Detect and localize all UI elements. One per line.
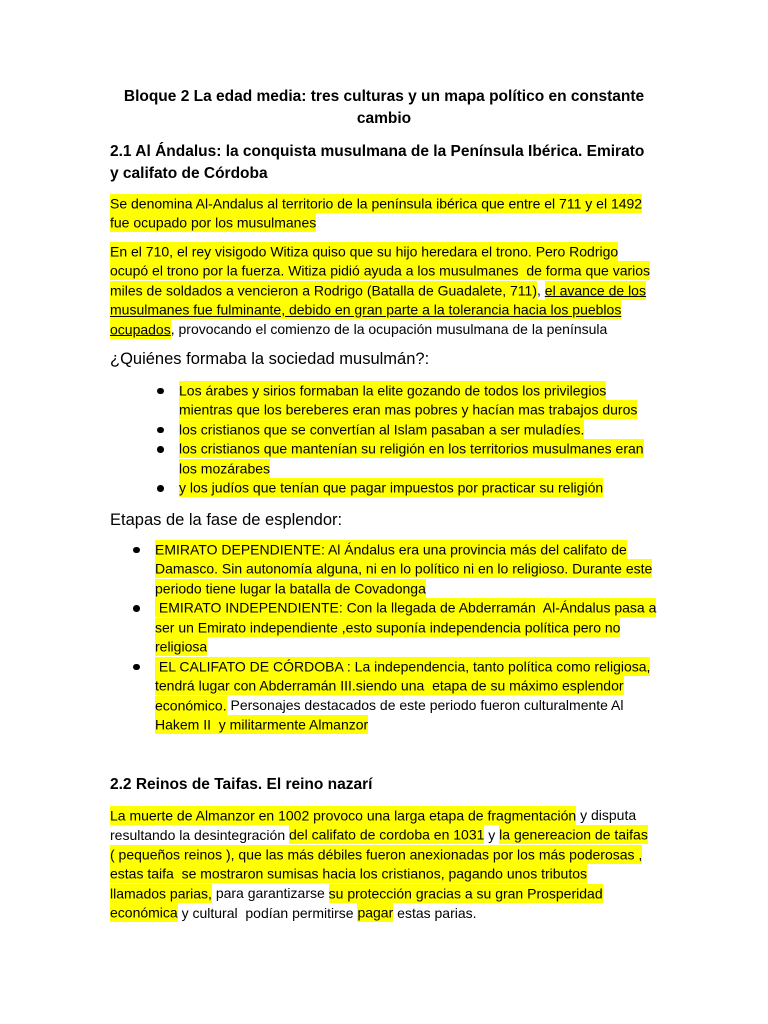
title-line: Bloque 2 La edad media: tres culturas y un mapa político en constante <box>123 88 645 105</box>
paragraph-line <box>110 214 642 234</box>
plain-text: , <box>537 282 545 298</box>
highlighted-text: Se denomina Al-Andalus al territorio de la península ibérica que entre el 711 y el 1492 <box>110 195 643 211</box>
paragraph-line <box>110 281 650 301</box>
paragraph-line <box>110 865 648 885</box>
highlighted-text: los cristianos que mantenían su religión en los territorios musulmanes eran <box>179 440 644 457</box>
paragraph-conquest <box>110 242 650 340</box>
paragraph-line <box>110 194 642 214</box>
paragraph-line <box>110 884 648 904</box>
highlighted-text: ocupó el trono por la fuerza. Witiza pidió ayuda a los musulmanes de forma que varios <box>110 262 651 279</box>
plain-text: y cultural podían permitirse <box>177 904 358 921</box>
bullet-icon <box>157 427 164 434</box>
bullet-icon <box>133 547 140 554</box>
list-line <box>155 716 656 736</box>
list-item <box>155 599 656 658</box>
list-item <box>155 657 656 735</box>
paragraph-line <box>110 242 650 262</box>
paragraph-line <box>110 262 650 282</box>
highlighted-text: y los judíos que tenían que pagar impuestos por practicar su religión <box>179 479 604 496</box>
heading-line: y califato de Córdoba <box>110 165 268 182</box>
list-line <box>179 459 644 479</box>
plain-text: , provocando el comienzo de la ocupación musulmana de la península <box>170 321 608 337</box>
highlighted-text: ( pequeños reinos ), que las más débiles fueron anexionadas por los más poderosas , <box>110 846 643 862</box>
highlighted-text: ser un Emirato independiente ,esto suponía independencia política pero no <box>155 619 621 635</box>
highlighted-text: periodo tiene lugar la batalla de Covadonga <box>155 580 426 596</box>
highlighted-text: económica <box>110 904 178 921</box>
list-line <box>155 638 656 658</box>
stages-subheading: Etapas de la fase de esplendor: <box>110 511 343 529</box>
highlighted-text: la genereacion de taifas <box>499 826 648 843</box>
list-line <box>179 401 644 421</box>
list-item <box>179 479 644 499</box>
highlighted-text: pagar <box>357 904 394 921</box>
heading-line: 2.1 Al Ándalus: la conquista musulmana de la Península Ibérica. Emirato <box>110 143 645 160</box>
list-item <box>179 440 644 479</box>
plain-text: resultando la desintegración <box>110 826 290 843</box>
plain-text: estas parias. <box>393 904 477 921</box>
highlighted-underlined-text: musulmanes fue fulminante, debido en gran parte a la tolerancia hacia los pueblos <box>110 301 622 318</box>
highlighted-text: En el 710, el rey visigodo Witiza quiso que su hijo heredara el trono. Pero Rodrigo <box>110 243 619 259</box>
section-heading-2-1 <box>110 141 644 185</box>
highlighted-text: estas taifa se mostraron sumisas hacia los cristianos, pagando unos tributos <box>110 865 588 882</box>
society-list <box>179 381 644 498</box>
paragraph-line <box>110 806 648 826</box>
section-heading-2-2: 2.2 Reinos de Taifas. El reino nazarí <box>110 776 373 793</box>
paragraph-line <box>110 320 650 340</box>
plain-text: Personajes destacados de este periodo fueron culturalmente Al <box>226 697 624 713</box>
list-line <box>155 540 656 560</box>
bullet-icon <box>133 664 140 671</box>
paragraph-line <box>110 904 648 924</box>
plain-text: y <box>484 826 500 843</box>
highlighted-text: llamados parias, <box>110 885 212 901</box>
highlighted-text: del califato de cordoba en 1031 <box>289 826 485 843</box>
highlighted-text: Damasco. Sin autonomía alguna, ni en lo político ni en lo religioso. Durante este <box>155 560 653 577</box>
paragraph-line <box>110 826 648 846</box>
list-item <box>155 540 656 599</box>
highlighted-text: La muerte de Almanzor en 1002 provoco una larga etapa de fragmentación <box>110 807 577 823</box>
document-title <box>0 86 768 130</box>
highlighted-underlined-text: ocupados <box>110 321 171 337</box>
highlighted-text: Los árabes y sirios formaban la elite gozando de todos los privilegios <box>179 382 607 398</box>
paragraph-al-andalus-definition <box>110 194 642 233</box>
list-line <box>179 420 644 440</box>
highlighted-text: tendrá lugar con Abderramán III.siendo una etapa de su máximo esplendor <box>155 677 624 694</box>
list-line <box>179 479 644 499</box>
highlighted-text: económico. <box>155 697 227 713</box>
highlighted-text: los cristianos que se convertían al Islam pasaban a ser muladíes. <box>179 421 585 437</box>
paragraph-taifas <box>110 806 648 923</box>
list-line <box>179 440 644 460</box>
list-item <box>179 420 644 440</box>
highlighted-text: los mozárabes <box>179 460 271 476</box>
highlighted-text: miles de soldados a vencieron a Rodrigo (Batalla de Guadalete, 711) <box>110 282 537 298</box>
highlighted-text: su protección gracias a su gran Prosperidad <box>328 885 603 901</box>
highlighted-text: Hakem II y militarmente Almanzor <box>155 716 369 733</box>
list-line <box>155 579 656 599</box>
list-line <box>155 677 656 697</box>
list-line <box>155 618 656 638</box>
paragraph-line <box>110 301 650 321</box>
highlighted-text: EMIRATO INDEPENDIENTE: Con la llegada de Abderramán Al-Ándalus pasa a <box>155 599 657 616</box>
bullet-icon <box>157 388 164 395</box>
highlighted-text: mientras que los bereberes eran mas pobres y hacían mas trabajos duros <box>179 401 638 418</box>
list-line <box>155 696 656 716</box>
plain-text: y disputa <box>576 807 637 823</box>
list-line <box>179 381 644 401</box>
title-line: cambio <box>356 110 412 127</box>
bullet-icon <box>157 485 164 492</box>
bullet-icon <box>133 605 140 612</box>
stages-list <box>155 540 656 735</box>
highlighted-text: fue ocupado por los musulmanes <box>110 214 317 231</box>
list-line <box>155 657 656 677</box>
list-line <box>155 599 656 619</box>
list-item <box>179 381 644 420</box>
bullet-icon <box>157 446 164 453</box>
paragraph-line <box>110 845 648 865</box>
highlighted-text: EL CALIFATO DE CÓRDOBA : La independencia, tanto política como religiosa, <box>155 658 651 674</box>
plain-text: para garantizarse <box>211 885 329 901</box>
highlighted-text: EMIRATO DEPENDIENTE: Al Ándalus era una provincia más del califato de <box>155 541 627 557</box>
highlighted-underlined-text: el avance de los <box>544 282 646 298</box>
list-line <box>155 560 656 580</box>
highlighted-text: religiosa <box>155 638 208 655</box>
society-subheading: ¿Quiénes formaba la sociedad musulmán?: <box>110 350 430 368</box>
